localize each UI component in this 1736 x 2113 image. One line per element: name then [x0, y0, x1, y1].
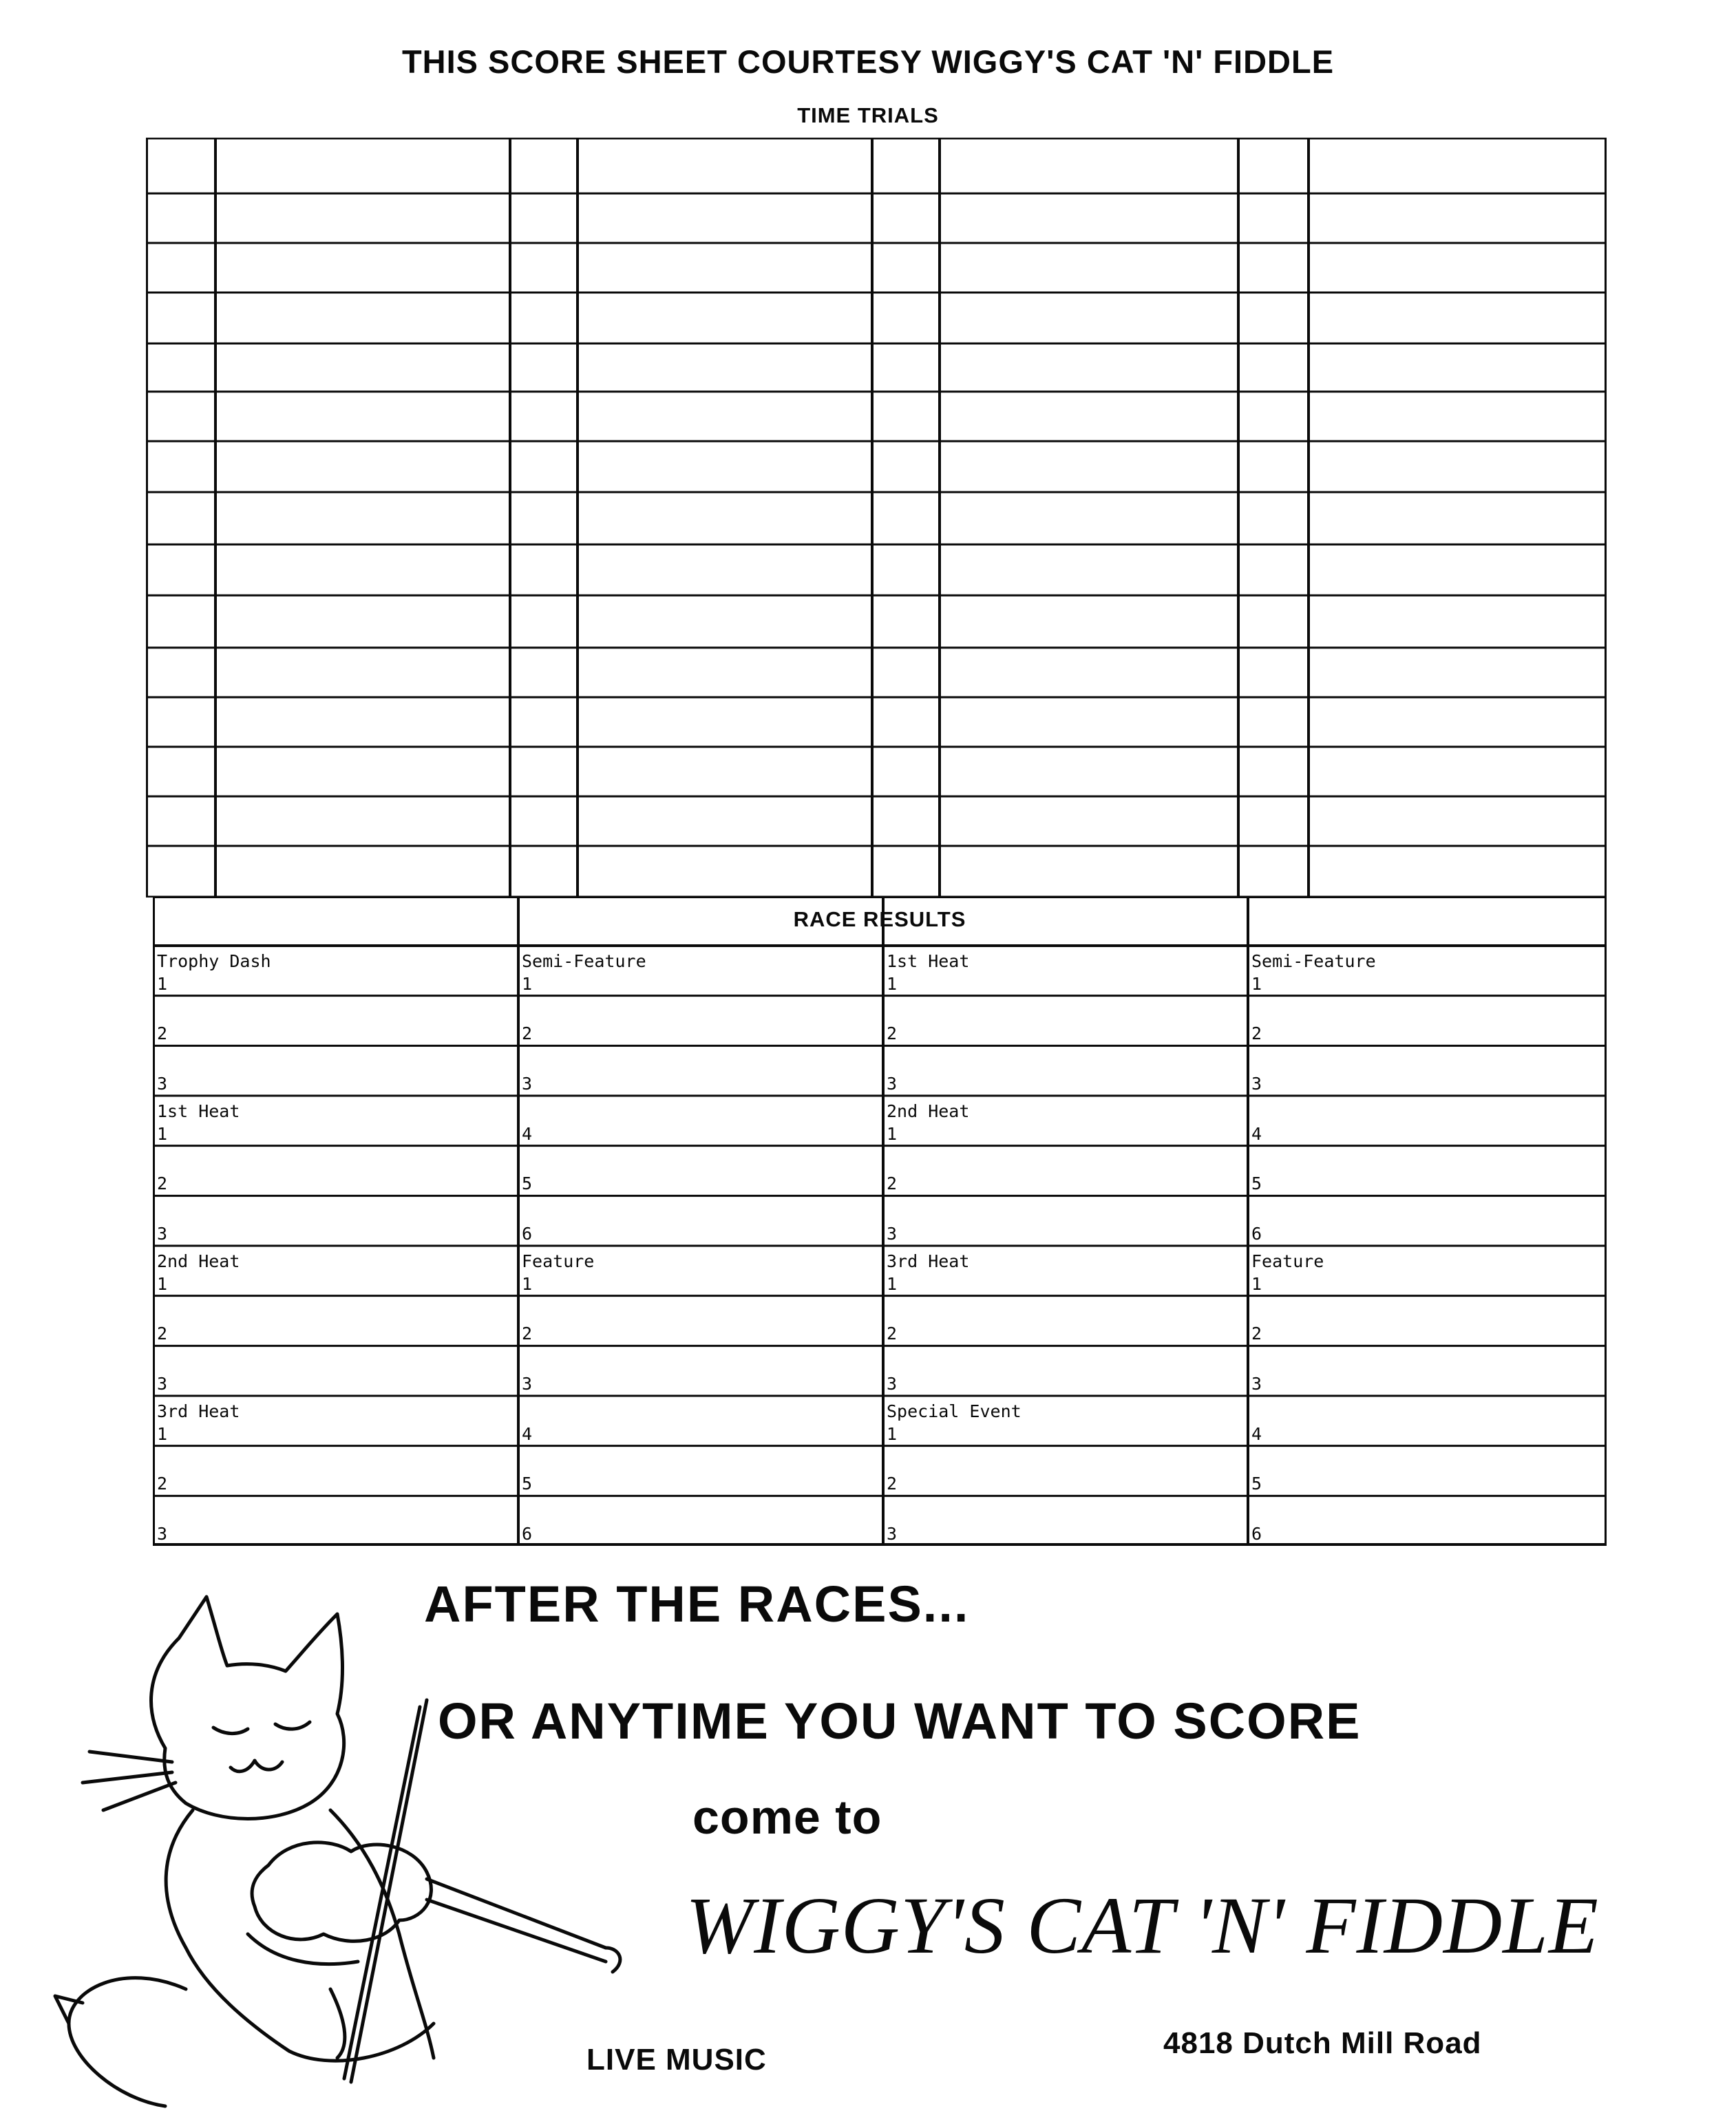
race-block-label: Semi-Feature [522, 951, 646, 971]
ad-business-name: WIGGY'S CAT 'N' FIDDLE [686, 1880, 1599, 1971]
place-number: 5 [522, 1474, 533, 1494]
place-number: 6 [1251, 1224, 1262, 1244]
place-number: 2 [887, 1174, 898, 1194]
place-number: 3 [1251, 1074, 1262, 1094]
place-number: 1 [1251, 1273, 1262, 1294]
place-number: 5 [1251, 1474, 1262, 1494]
ad-line-after-the-races: AFTER THE RACES... [424, 1575, 970, 1633]
place-number: 2 [1251, 1023, 1262, 1044]
ad-address: 4818 Dutch Mill Road [1163, 2026, 1482, 2060]
race-block-label: Feature [1251, 1251, 1324, 1271]
place-number: 1 [157, 973, 168, 994]
time-trials-grid [146, 138, 1607, 898]
cat-playing-fiddle-icon [41, 1576, 633, 2113]
place-number: 2 [887, 1023, 898, 1044]
place-number: 4 [522, 1423, 533, 1444]
race-block-label: 2nd Heat [887, 1101, 970, 1121]
place-number: 3 [157, 1524, 168, 1544]
time-trials-label: TIME TRIALS [797, 103, 939, 127]
ad-line-anytime: OR ANYTIME YOU WANT TO SCORE [438, 1692, 1362, 1750]
place-number: 2 [157, 1324, 168, 1344]
place-number: 6 [1251, 1524, 1262, 1544]
place-number: 3 [1251, 1374, 1262, 1394]
ad-line-come-to: come to [692, 1790, 882, 1844]
place-number: 1 [887, 1273, 898, 1294]
place-number: 2 [522, 1324, 533, 1344]
race-results-section [153, 896, 1607, 1546]
place-number: 3 [157, 1074, 168, 1094]
race-block-label: 3rd Heat [887, 1251, 970, 1271]
place-number: 3 [157, 1374, 168, 1394]
place-number: 1 [157, 1423, 168, 1444]
place-number: 4 [1251, 1123, 1262, 1144]
place-number: 6 [522, 1524, 533, 1544]
place-number: 1 [522, 973, 533, 994]
place-number: 3 [887, 1074, 898, 1094]
place-number: 3 [157, 1224, 168, 1244]
place-number: 2 [157, 1023, 168, 1044]
place-number: 2 [157, 1174, 168, 1194]
place-number: 2 [157, 1474, 168, 1494]
place-number: 1 [522, 1273, 533, 1294]
place-number: 1 [1251, 973, 1262, 994]
place-number: 4 [1251, 1423, 1262, 1444]
place-number: 2 [887, 1474, 898, 1494]
race-results-grid [153, 896, 1607, 1546]
race-block-label: 2nd Heat [157, 1251, 240, 1271]
place-number: 3 [887, 1224, 898, 1244]
race-results-title: RACE RESULTS [793, 907, 966, 931]
race-block-label: Semi-Feature [1251, 951, 1376, 971]
race-block-label: 1st Heat [887, 951, 970, 971]
place-number: 6 [522, 1224, 533, 1244]
ad-live-music: LIVE MUSIC [586, 2043, 767, 2077]
place-number: 1 [887, 973, 898, 994]
place-number: 2 [522, 1023, 533, 1044]
race-block-label: Special Event [887, 1401, 1022, 1421]
place-number: 3 [887, 1524, 898, 1544]
place-number: 1 [887, 1423, 898, 1444]
race-block-label: 3rd Heat [157, 1401, 240, 1421]
place-number: 5 [522, 1174, 533, 1194]
place-number: 3 [887, 1374, 898, 1394]
place-number: 5 [1251, 1174, 1262, 1194]
place-number: 1 [157, 1123, 168, 1144]
place-number: 2 [887, 1324, 898, 1344]
place-number: 4 [522, 1123, 533, 1144]
place-number: 2 [1251, 1324, 1262, 1344]
place-number: 1 [157, 1273, 168, 1294]
race-block-label: Feature [522, 1251, 595, 1271]
score-sheet-title: THIS SCORE SHEET COURTESY WIGGY'S CAT 'N' FIDDLE [401, 43, 1335, 80]
place-number: 3 [522, 1074, 533, 1094]
place-number: 1 [887, 1123, 898, 1144]
race-block-label: 1st Heat [157, 1101, 240, 1121]
place-number: 3 [522, 1374, 533, 1394]
race-block-label: Trophy Dash [157, 951, 271, 971]
